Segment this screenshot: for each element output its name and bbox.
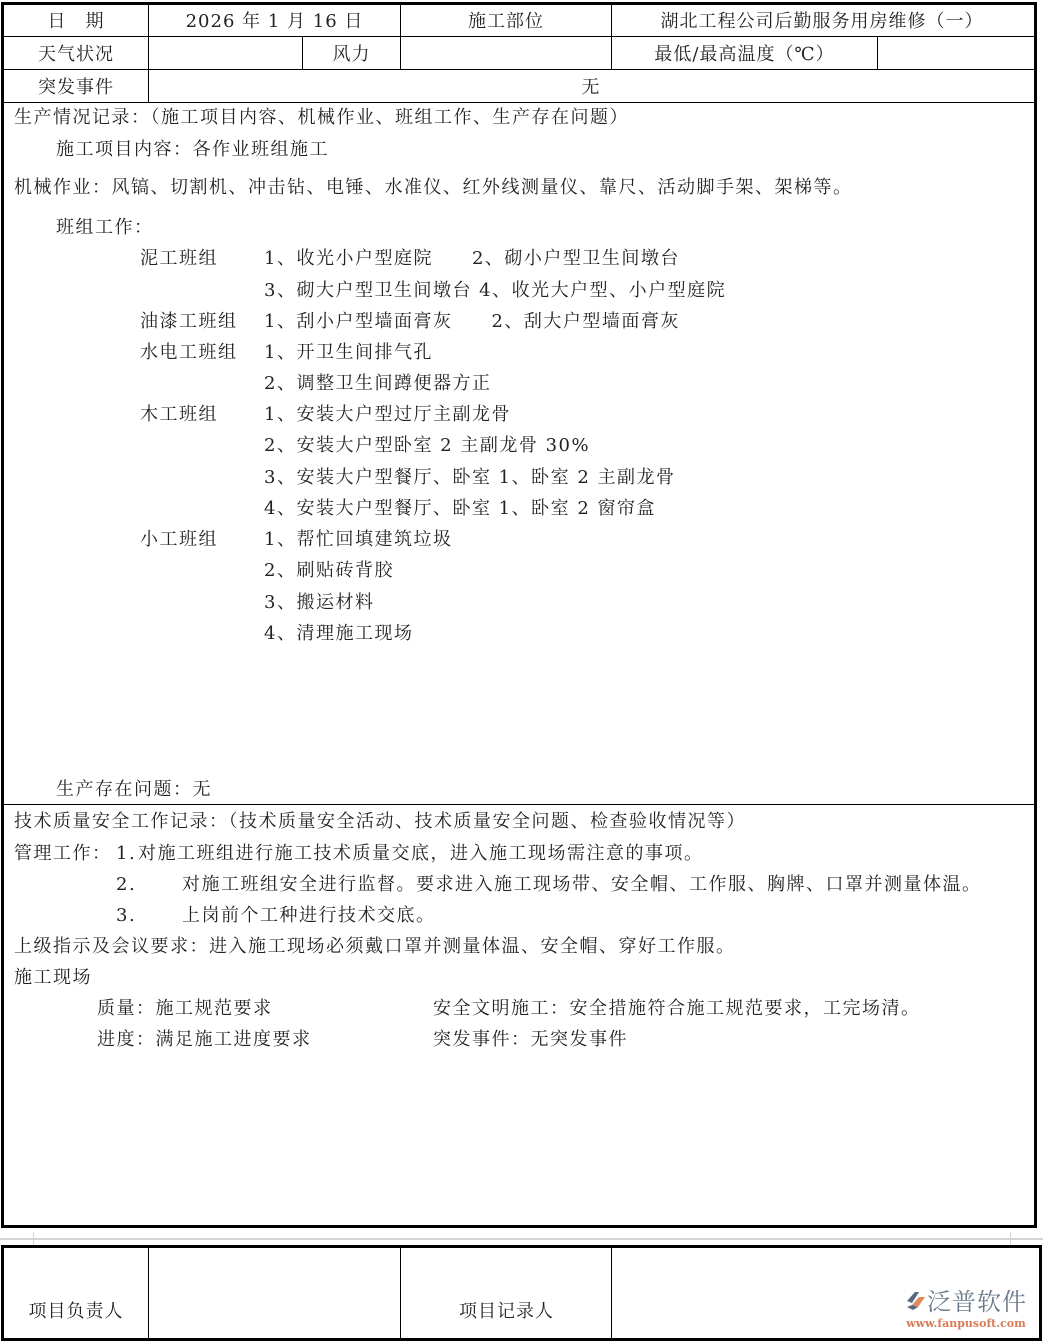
manager-signature-field[interactable] [150, 1248, 400, 1338]
col-divider [400, 1248, 401, 1338]
management-item: 对施工班组安全进行监督。要求进入施工现场带、安全帽、工作服、胸牌、口罩并测量体温。 [182, 874, 982, 895]
row-divider [2, 102, 1036, 103]
temperature-label: 最低/最高温度（℃） [654, 44, 835, 65]
machinery-list: 机械作业：风镐、切割机、冲击钻、电锤、水准仪、红外线测量仪、靠尺、活动脚手架、架梯等。 [14, 177, 853, 198]
col-divider [611, 1248, 612, 1338]
emergency: 突发事件：无突发事件 [433, 1029, 628, 1050]
management-item: 对施工班组进行施工技术质量交底，进入施工现场需注意的事项。 [138, 843, 704, 864]
project-content: 施工项目内容：各作业班组施工 [56, 139, 329, 160]
site-value[interactable]: 湖北工程公司后勤服务用房维修（一） [660, 11, 984, 32]
page-margin-marker [1010, 1232, 1011, 1246]
date-label: 日 期 [47, 11, 105, 32]
team-name: 水电工班组 [140, 342, 238, 363]
management-label: 管理工作： [14, 843, 112, 864]
team-task: 3、砌大户型卫生间墩台 4、收光大户型、小户型庭院 [264, 280, 727, 301]
team-task: 1、刮小户型墙面膏灰 2、刮大户型墙面膏灰 [264, 311, 680, 332]
temperature-value[interactable] [878, 37, 1033, 69]
progress: 进度：满足施工进度要求 [97, 1029, 312, 1050]
signature-table [1, 1245, 1042, 1341]
page-break [0, 1232, 1043, 1246]
manager-label: 项目负责人 [28, 1301, 124, 1322]
quality: 质量：施工规范要求 [97, 998, 273, 1019]
management-item: 上岗前个工种进行技术交底。 [182, 905, 436, 926]
section-divider [2, 804, 1036, 805]
fanpu-logo-icon [905, 1289, 927, 1311]
technical-title: 技术质量安全工作记录：（技术质量安全活动、技术质量安全问题、检查验收情况等） [14, 811, 746, 832]
team-name: 泥工班组 [140, 248, 218, 269]
safety: 安全文明施工：安全措施符合施工规范要求，工完场清。 [433, 998, 921, 1019]
team-task: 2、安装大户型卧室 2 主副龙骨 30% [264, 435, 591, 456]
instructions: 上级指示及会议要求：进入施工现场必须戴口罩并测量体温、安全帽、穿好工作服。 [14, 936, 736, 957]
recorder-label: 项目记录人 [459, 1301, 554, 1322]
team-task: 2、调整卫生间蹲便器方正 [264, 373, 492, 394]
weather-label: 天气状况 [38, 44, 114, 65]
team-name: 油漆工班组 [140, 311, 238, 332]
incident-label: 突发事件 [38, 77, 114, 98]
team-task: 1、安装大户型过厅主副龙骨 [264, 404, 511, 425]
team-work-label: 班组工作： [56, 217, 154, 238]
production-title: 生产情况记录：（施工项目内容、机械作业、班组工作、生产存在问题） [14, 107, 629, 128]
site-section-label: 施工现场 [14, 967, 92, 988]
watermark-logo [905, 1282, 1027, 1330]
team-task: 2、刷贴砖背胶 [264, 560, 394, 581]
team-task: 4、安装大户型餐厅、卧室 1、卧室 2 窗帘盒 [264, 498, 657, 519]
watermark-brand: 泛普软件 [927, 1288, 1027, 1316]
team-task: 1、开卫生间排气孔 [264, 342, 433, 363]
date-value[interactable]: 2026 年 1 月 16 日 [185, 11, 364, 32]
wind-label: 风力 [332, 44, 371, 65]
watermark-url: www.fanpusoft.com [906, 1317, 1026, 1330]
site-label: 施工部位 [468, 11, 544, 32]
management-num: 1. [116, 843, 137, 864]
team-task: 1、帮忙回填建筑垃圾 [264, 529, 453, 550]
team-name: 小工班组 [140, 529, 218, 550]
production-issues: 生产存在问题：无 [56, 779, 212, 800]
team-task: 4、清理施工现场 [264, 623, 414, 644]
team-task: 3、搬运材料 [264, 592, 375, 613]
team-task: 3、安装大户型餐厅、卧室 1、卧室 2 主副龙骨 [264, 467, 676, 488]
page-break-line [0, 1238, 1043, 1240]
page-margin-marker [33, 1232, 34, 1246]
incident-value[interactable]: 无 [581, 77, 601, 98]
team-name: 木工班组 [140, 404, 218, 425]
management-num: 3. [116, 905, 137, 926]
col-divider [148, 1248, 149, 1338]
management-num: 2. [116, 874, 137, 895]
weather-value[interactable] [149, 37, 302, 69]
team-task: 1、收光小户型庭院 2、砌小户型卫生间墩台 [264, 248, 680, 269]
wind-value[interactable] [401, 37, 611, 69]
